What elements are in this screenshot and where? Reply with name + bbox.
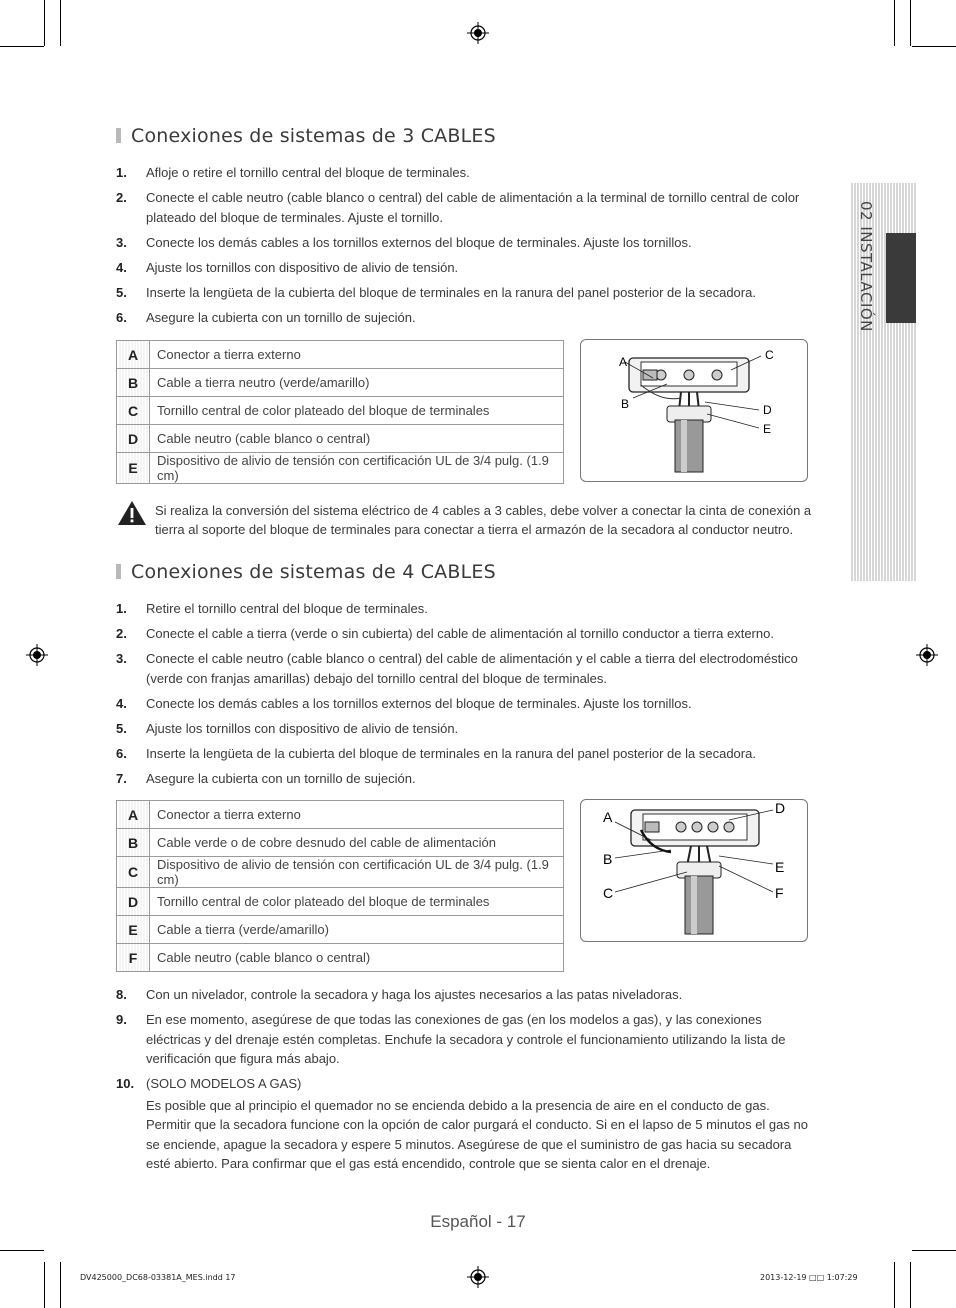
legend-row [117, 453, 564, 484]
registration-mark-top [467, 22, 489, 44]
step-item [116, 188, 806, 227]
legend-key: E [117, 916, 150, 944]
step-number: 7. [116, 770, 127, 786]
section-title-3-cables [116, 125, 496, 147]
legend-row [117, 944, 564, 972]
legend-table-4-cables [116, 800, 564, 972]
legend-row [117, 369, 564, 397]
step-number: 3. [116, 234, 127, 250]
legend-row [117, 341, 564, 369]
section-marker [116, 564, 121, 579]
section-marker [116, 128, 121, 143]
registration-mark-left [26, 644, 48, 666]
step-text: Conecte el cable a tierra (verde o sin cubierta) del cable de alimentación al tornillo conductor a tierra externo. [146, 626, 774, 641]
step-text: Asegure la cubierta con un tornillo de sujeción. [146, 309, 416, 325]
step-number: 9. [116, 1012, 127, 1027]
step-text: Conecte los demás cables a los tornillos externos del bloque de terminales. Ajuste los tornillos. [146, 234, 692, 250]
side-tab-text: 02 INSTALACIÓN [857, 201, 875, 332]
legend-key: D [117, 888, 150, 916]
step-item [116, 258, 806, 278]
legend-description: Dispositivo de alivio de tensión con certificación UL de 3/4 pulg. (1.9 cm) [150, 857, 564, 888]
legend-key: A [117, 801, 150, 829]
diagram-4-cables-drawing [581, 800, 807, 941]
step-item [116, 769, 811, 789]
chapter-side-tab [850, 183, 916, 581]
legend-description: Tornillo central de color plateado del bloque de terminales [150, 888, 564, 916]
diagram-3-cables-drawing [581, 340, 807, 481]
step-text: Conecte el cable neutro (cable blanco o central) del cable de alimentación a la terminal de tornillo central de color plateado del bloque de terminales. Ajuste el tornillo. [146, 190, 800, 225]
step-text: Ajuste los tornillos con dispositivo de alivio de tensión. [146, 259, 459, 275]
step-item [116, 744, 811, 764]
diagram-label-a: A [603, 809, 613, 825]
legend-row [117, 888, 564, 916]
legend-description: Cable verde o de cobre desnudo del cable de alimentación [150, 829, 564, 857]
step-text: Retire el tornillo central del bloque de terminales. [146, 601, 428, 616]
legend-key: B [117, 829, 150, 857]
step-text: En ese momento, asegúrese de que todas las conexiones de gas (en los modelos a gas), y las conexiones eléctricas y del drenaje estén completas. Enchufe la secadora y controle el funcionamiento utilizando la lista de verificación que figura más abajo. [146, 1012, 786, 1066]
step-item [116, 649, 811, 688]
step-text: Inserte la lengüeta de la cubierta del bloque de terminales en la ranura del panel posterior de la secadora. [146, 745, 756, 761]
legend-description: Tornillo central de color plateado del bloque de terminales [150, 397, 564, 425]
legend-description: Conector a tierra externo [150, 801, 564, 829]
step-item [116, 599, 811, 619]
step-text: (SOLO MODELOS A GAS) [146, 1076, 302, 1091]
legend-key: C [117, 857, 150, 888]
steps-list-final [116, 985, 811, 1179]
step-item [116, 1074, 811, 1174]
footer-datetime: 2013-12-19 □□ 1:07:29 [760, 1273, 858, 1282]
page-number: Español - 17 [430, 1212, 526, 1231]
legend-key: E [117, 453, 150, 484]
footer-filename: DV425000_DC68-03381A_MES.indd 17 [80, 1273, 236, 1282]
step-number: 8. [116, 987, 127, 1002]
step-number: 4. [116, 695, 127, 711]
diagram-label-d: D [763, 403, 772, 417]
diagram-label-d: D [775, 800, 786, 816]
legend-row [117, 857, 564, 888]
registration-mark-right [916, 644, 938, 666]
step-text: Conecte el cable neutro (cable blanco o central) del cable de alimentación y el cable a tierra del electrodoméstico (verde con franjas amarillas) debajo del tornillo central del bloque de terminales. [146, 651, 798, 686]
step-number: 3. [116, 651, 127, 666]
step-number: 2. [116, 626, 127, 641]
section-title-text: Conexiones de sistemas de 4 CABLES [131, 561, 496, 583]
step-item [116, 624, 811, 644]
legend-key: B [117, 369, 150, 397]
step-text: Ajuste los tornillos con dispositivo de alivio de tensión. [146, 720, 459, 736]
side-tab-label [850, 193, 880, 493]
legend-row [117, 801, 564, 829]
step-text: Conecte los demás cables a los tornillos externos del bloque de terminales. Ajuste los tornillos. [146, 695, 692, 711]
diagram-label-e: E [763, 422, 772, 436]
step-number: 6. [116, 309, 127, 325]
steps-list-3-cables [116, 163, 806, 333]
step-number: 5. [116, 720, 127, 736]
step-item [116, 719, 811, 739]
legend-description: Cable a tierra (verde/amarillo) [150, 916, 564, 944]
legend-description: Dispositivo de alivio de tensión con certificación UL de 3/4 pulg. (1.9 cm) [150, 453, 564, 484]
legend-table-3-cables [116, 340, 564, 484]
side-tab-marker [886, 233, 916, 323]
legend-key: D [117, 425, 150, 453]
step-number: 1. [116, 601, 127, 616]
wiring-diagram-4-cables [580, 799, 808, 942]
step-number: 5. [116, 284, 127, 300]
step-number: 1. [116, 165, 127, 180]
step-text: Afloje o retire el tornillo central del bloque de terminales. [146, 165, 470, 180]
step-item [116, 985, 811, 1005]
step-number: 6. [116, 745, 127, 761]
legend-row [117, 425, 564, 453]
step-item [116, 233, 806, 253]
step-item [116, 694, 811, 714]
step-number: 10. [116, 1076, 135, 1091]
step-item [116, 1010, 811, 1069]
step-text: Inserte la lengüeta de la cubierta del bloque de terminales en la ranura del panel posterior de la secadora. [146, 284, 756, 300]
step-item [116, 283, 806, 303]
warning-icon [117, 500, 147, 526]
diagram-label-e: E [775, 859, 785, 875]
step-text: Asegure la cubierta con un tornillo de sujeción. [146, 770, 416, 786]
registration-mark-bottom [467, 1266, 489, 1288]
legend-row [117, 829, 564, 857]
legend-key: F [117, 944, 150, 972]
legend-row [117, 397, 564, 425]
legend-description: Cable a tierra neutro (verde/amarillo) [150, 369, 564, 397]
step-subtext: Es posible que al principio el quemador no se encienda debido a la presencia de aire en el conducto de gas. Permitir que la secadora funcione con la opción de calor purgará el conducto. Si en el lapso de 5 minutos el gas no se enciende, apague la secadora y espere 5 minutos. Asegúrese de que el suministro de gas hacia su secadora esté abierto. Para confirmar que el gas está encendido, controle que se sienta calor en el drenaje. [146, 1097, 808, 1171]
legend-key: C [117, 397, 150, 425]
step-item [116, 163, 806, 183]
section-title-text: Conexiones de sistemas de 3 CABLES [131, 125, 496, 147]
legend-key: A [117, 341, 150, 369]
step-item [116, 308, 806, 328]
step-number: 2. [116, 190, 127, 205]
diagram-label-f: F [775, 885, 784, 901]
legend-description: Conector a tierra externo [150, 341, 564, 369]
warning-text: Si realiza la conversión del sistema eléctrico de 4 cables a 3 cables, debe volver a conectar la cinta de conexión a tierra al soporte del bloque de terminales para conectar a tierra el armazón de la secadora al conductor neutro. [155, 503, 812, 537]
diagram-label-c: C [603, 885, 614, 901]
legend-description: Cable neutro (cable blanco o central) [150, 944, 564, 972]
step-number: 4. [116, 259, 127, 275]
section-title-4-cables [116, 561, 496, 583]
legend-row [117, 916, 564, 944]
wiring-diagram-3-cables [580, 339, 808, 482]
diagram-label-c: C [765, 348, 774, 362]
diagram-label-b: B [621, 397, 630, 411]
step-text: Con un nivelador, controle la secadora y haga los ajustes necesarios a las patas niveladoras. [146, 987, 683, 1002]
steps-list-4-cables [116, 599, 811, 794]
diagram-label-a: A [619, 355, 628, 369]
diagram-label-b: B [603, 851, 613, 867]
legend-description: Cable neutro (cable blanco o central) [150, 425, 564, 453]
